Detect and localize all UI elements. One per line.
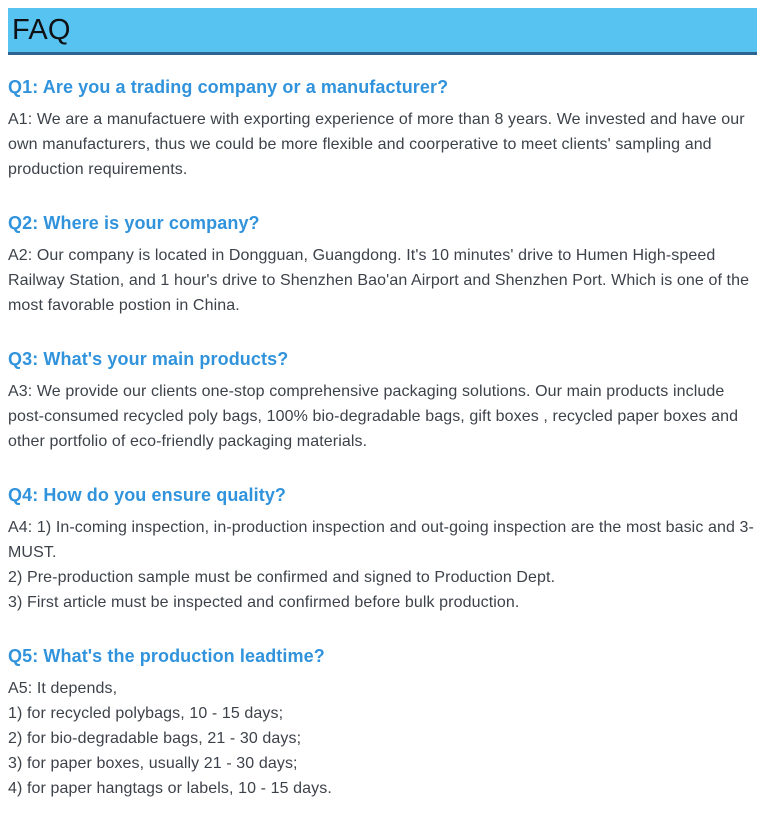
faq-question: Q2: Where is your company?	[8, 213, 260, 233]
faq-item	[8, 77, 757, 182]
faq-list	[8, 77, 757, 801]
faq-answer-line: A3: We provide our clients one-stop comprehensive packaging solutions. Our main products include post-consumed recycled poly bags, 100% bio-degradable bags, gift boxes , recycled paper boxes and other portfolio of eco-friendly packaging materials.	[8, 383, 739, 450]
faq-question: Q5: What's the production leadtime?	[8, 646, 325, 666]
faq-answer-line: 1) for recycled polybags, 10 - 15 days;	[8, 705, 284, 722]
faq-answer	[8, 515, 757, 615]
faq-item	[8, 213, 757, 318]
faq-header-bar	[8, 8, 757, 55]
page-title: FAQ	[12, 13, 71, 46]
faq-item	[8, 349, 757, 454]
faq-answer	[8, 379, 757, 454]
faq-answer	[8, 676, 757, 801]
faq-answer-line: A2: Our company is located in Dongguan, Guangdong. It's 10 minutes' drive to Humen High-speed Railway Station, and 1 hour's drive to Shenzhen Bao'an Airport and Shenzhen Port. Which is one of the most favorable postion in China.	[8, 247, 750, 314]
faq-item	[8, 646, 757, 801]
faq-answer-line: A4: 1) In-coming inspection, in-production inspection and out-going inspection are the most basic and 3-MUST.	[8, 519, 754, 561]
faq-answer	[8, 243, 757, 318]
faq-answer-line: 2) for bio-degradable bags, 21 - 30 days;	[8, 730, 302, 747]
faq-answer-line: 4) for paper hangtags or labels, 10 - 15 days.	[8, 780, 332, 797]
faq-question: Q4: How do you ensure quality?	[8, 485, 287, 505]
faq-answer-line: A5: It depends,	[8, 680, 118, 697]
faq-answer	[8, 107, 757, 182]
faq-answer-line: A1: We are a manufactuere with exporting experience of more than 8 years. We invested and have our own manufacturers, thus we could be more flexible and coorperative to meet clients' sampling and production requirements.	[8, 111, 745, 178]
faq-item	[8, 485, 757, 615]
faq-answer-line: 2) Pre-production sample must be confirmed and signed to Production Dept.	[8, 569, 556, 586]
faq-question: Q3: What's your main products?	[8, 349, 289, 369]
faq-answer-line: 3) First article must be inspected and confirmed before bulk production.	[8, 594, 520, 611]
faq-answer-line: 3) for paper boxes, usually 21 - 30 days;	[8, 755, 298, 772]
faq-question: Q1: Are you a trading company or a manufacturer?	[8, 77, 449, 97]
